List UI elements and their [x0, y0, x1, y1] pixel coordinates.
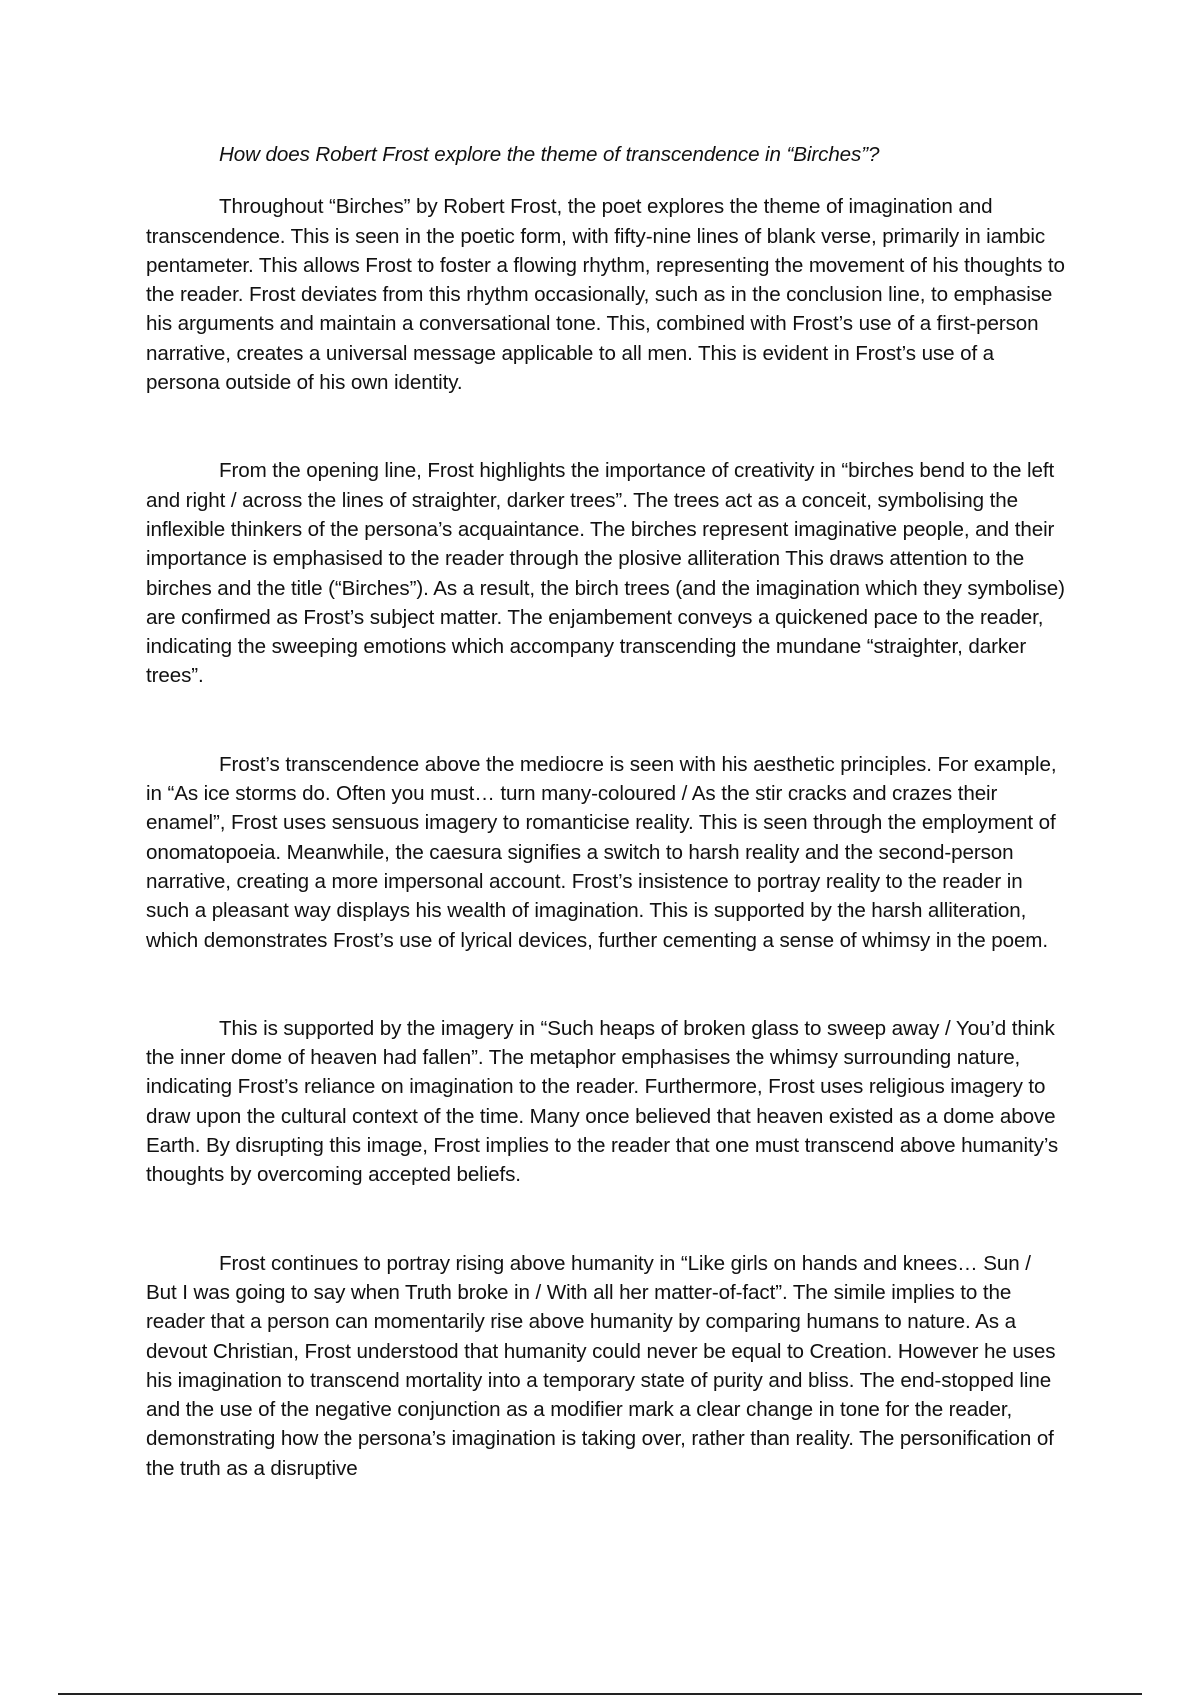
- essay-body: [146, 140, 1066, 1483]
- page-bottom-divider: [58, 1693, 1142, 1695]
- paragraph-2: From the opening line, Frost highlights the importance of creativity in “birches bend to the left and right / across the lines of straighter, darker trees”. The trees act as a conceit, symbolising the inflexible thinkers of the persona’s acquaintance. The birches represent imaginative people, and their importance is emphasised to the reader through the plosive alliteration This draws attention to the birches and the title (“Birches”). As a result, the birch trees (and the imagination which they symbolise) are confirmed as Frost’s subject matter. The enjambement conveys a quickened pace to the reader, indicating the sweeping emotions which accompany transcending the mundane “straighter, darker trees”.: [146, 459, 1065, 688]
- essay-title: How does Robert Frost explore the theme of transcendence in “Birches”?: [219, 143, 880, 166]
- paragraph-5: Frost continues to portray rising above humanity in “Like girls on hands and knees… Sun / But I was going to say when Truth broke in / With all her matter-of-fact”. The simile implies to the reader that a person can momentarily rise above humanity by comparing humans to nature. As a devout Christian, Frost understood that humanity could never be equal to Creation. However he uses his imagination to transcend mortality into a temporary state of purity and bliss. The end-stopped line and the use of the negative conjunction as a modifier mark a clear change in tone for the reader, demonstrating how the persona’s imagination is taking over, rather than reality. The personification of the truth as a disruptive: [146, 1251, 1056, 1480]
- paragraph-1: Throughout “Birches” by Robert Frost, the poet explores the theme of imagination and transcendence. This is seen in the poetic form, with fifty-nine lines of blank verse, primarily in iambic pentameter. This allows Frost to foster a flowing rhythm, representing the movement of his thoughts to the reader. Frost deviates from this rhythm occasionally, such as in the conclusion line, to emphasise his arguments and maintain a conversational tone. This, combined with Frost’s use of a first-person narrative, creates a universal message applicable to all men. This is evident in Frost’s use of a persona outside of his own identity.: [146, 195, 1065, 395]
- paragraph-3: Frost’s transcendence above the mediocre is seen with his aesthetic principles. For example, in “As ice storms do. Often you must… turn many-coloured / As the stir cracks and crazes their enamel”, Frost uses sensuous imagery to romanticise reality. This is seen through the employment of onomatopoeia. Meanwhile, the caesura signifies a switch to harsh reality and the second-person narrative, creating a more impersonal account. Frost’s insistence to portray reality to the reader in such a pleasant way displays his wealth of imagination. This is supported by the harsh alliteration, which demonstrates Frost’s use of lyrical devices, further cementing a sense of whimsy in the poem.: [146, 752, 1057, 952]
- paragraph-4: This is supported by the imagery in “Such heaps of broken glass to sweep away / You’d think the inner dome of heaven had fallen”. The metaphor emphasises the whimsy surrounding nature, indicating Frost’s reliance on imagination to the reader. Furthermore, Frost uses religious imagery to draw upon the cultural context of the time. Many once believed that heaven existed as a dome above Earth. By disrupting this image, Frost implies to the reader that one must transcend above humanity’s thoughts by overcoming accepted beliefs.: [146, 1016, 1059, 1187]
